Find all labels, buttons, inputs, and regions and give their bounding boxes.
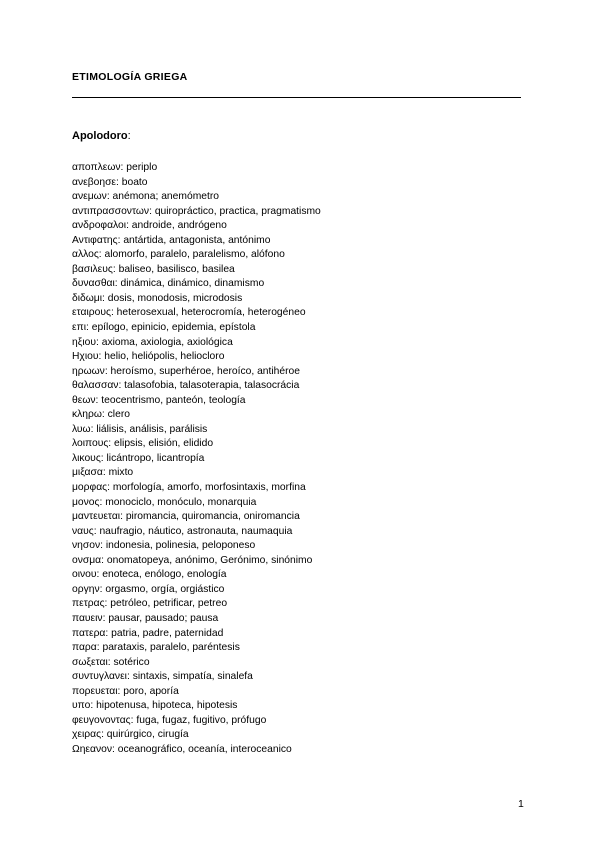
etymology-entry: Ηχιου: helio, heliópolis, heliocloro xyxy=(72,351,225,363)
spanish-derivatives: boato xyxy=(121,176,148,188)
greek-word: νησον xyxy=(72,540,101,552)
greek-word: ανεβοησε xyxy=(72,176,117,188)
spanish-derivatives: axioma, axiologia, axiológica xyxy=(101,336,233,348)
spanish-derivatives: petróleo, petrificar, petreo xyxy=(110,598,228,610)
etymology-entry: πατερα: patria, padre, paternidad xyxy=(72,627,224,639)
greek-word: μιξασα xyxy=(72,467,103,479)
spanish-derivatives: teocentrismo, panteón, teología xyxy=(101,394,246,406)
greek-word: δυνασθαι xyxy=(72,278,115,290)
spanish-derivatives: periplo xyxy=(126,162,158,173)
spanish-derivatives: hipotenusa, hipoteca, hipotesis xyxy=(96,700,238,712)
etymology-entry: συντυγλανει: sintaxis, simpatía, sinalefa xyxy=(72,671,253,683)
etymology-entry: μονος: monociclo, monóculo, monarquia xyxy=(72,496,257,508)
etymology-entry: λοιπους: elipsis, elisión, elidido xyxy=(72,438,214,450)
greek-word: κληρω xyxy=(72,409,102,421)
spanish-derivatives: naufragio, náutico, astronauta, naumaquia xyxy=(99,525,293,537)
etymology-entry: βασιλευς: baliseo, basilisco, basilea xyxy=(72,263,235,275)
etymology-entry: φευγοvοντας: fuga, fugaz, fugitivo, prófugo xyxy=(72,714,267,726)
spanish-derivatives: pausar, pausado; pausa xyxy=(108,612,219,624)
document-title: ETIMOLOGÍA GRIEGA xyxy=(72,71,188,83)
spanish-derivatives: dosis, monodosis, microdosis xyxy=(107,292,243,304)
etymology-entry: οινου: enoteca, enólogo, enología xyxy=(72,569,227,581)
greek-word: λικους xyxy=(72,452,101,464)
spanish-derivatives: androide, andrógeno xyxy=(131,220,227,232)
page-number: 1 xyxy=(518,798,524,810)
etymology-entry: πορευεται: poro, aporía xyxy=(72,685,179,697)
spanish-derivatives: patria, padre, paternidad xyxy=(111,627,224,639)
spanish-derivatives: dinámica, dinámico, dinamismo xyxy=(120,278,265,290)
spanish-derivatives: sintaxis, simpatía, sinalefa xyxy=(132,671,253,683)
etymology-entry: Αντιφατης: antártida, antagonista, antónimo xyxy=(72,234,271,246)
etymology-entry: χειρας: quirúrgico, cirugía xyxy=(72,729,189,741)
greek-word: θαλασσαν xyxy=(72,380,119,392)
etymology-entry: υπο: hipotenusa, hipoteca, hipotesis xyxy=(72,700,238,712)
greek-word: οινου xyxy=(72,569,97,581)
spanish-derivatives: monociclo, monóculo, monarquia xyxy=(105,496,257,508)
etymology-entry: δυνασθαι: dinámica, dinámico, dinamismo xyxy=(72,278,265,290)
spanish-derivatives: oceanográfico, oceanía, interoceanico xyxy=(117,743,292,755)
greek-word: υπο xyxy=(72,700,91,712)
greek-word: μαντευεται xyxy=(72,511,121,523)
etymology-entry: ανδροφαλοι: androide, andrógeno xyxy=(72,220,227,232)
greek-word: αλλος xyxy=(72,249,99,261)
etymology-entry: θεων: teocentrismo, panteón, teología xyxy=(72,394,246,406)
greek-word: οργην xyxy=(72,583,100,595)
etymology-entry: αλλος: alomorfo, paralelo, paralelismo, alófono xyxy=(72,249,285,261)
greek-word: Ωηεανον xyxy=(72,743,112,755)
etymology-entry: μιξασα: mixto xyxy=(72,467,134,479)
greek-word: φευγοvοντας xyxy=(72,714,131,726)
spanish-derivatives: indonesia, polinesia, peloponeso xyxy=(105,540,256,552)
spanish-derivatives: epílogo, epinicio, epidemia, epístola xyxy=(91,322,256,334)
spanish-derivatives: quirúrgico, cirugía xyxy=(106,729,189,741)
spanish-derivatives: onomatopeya, anónimo, Gerónimo, sinónimo xyxy=(106,554,313,566)
etymology-entry: παυειν: pausar, pausado; pausa xyxy=(72,612,219,624)
greek-word: βασιλευς xyxy=(72,263,113,275)
spanish-derivatives: orgasmo, orgía, orgiástico xyxy=(105,583,225,595)
greek-word: πετρας xyxy=(72,598,105,610)
spanish-derivatives: baliseo, basilisco, basilea xyxy=(118,263,235,275)
etymology-entry: ηξιου: axioma, axiologia, axiológica xyxy=(72,336,233,348)
etymology-entry: ονσμα: onomatopeya, anónimo, Gerónimo, sinónimo xyxy=(72,554,313,566)
etymology-entry: ανεβοησε: boato xyxy=(72,176,148,188)
greek-word: διδωμι xyxy=(72,292,103,304)
spanish-derivatives: anémona; anemómetro xyxy=(112,191,220,203)
greek-word: λοιπους xyxy=(72,438,109,450)
spanish-derivatives: alomorfo, paralelo, paralelismo, alófono xyxy=(104,249,285,261)
etymology-entry: λικους: licántropo, licantropía xyxy=(72,452,205,464)
etymology-entry: θαλασσαν: talasofobia, talasoterapia, talasocrácia xyxy=(72,380,300,392)
etymology-entry: ηρωων: heroísmo, superhéroe, heroíco, antihéroe xyxy=(72,365,301,377)
etymology-entry: νησον: indonesia, polinesia, peloponeso xyxy=(72,540,256,552)
spanish-derivatives: quiropráctico, practica, pragmatismo xyxy=(154,205,321,217)
greek-word: παρα xyxy=(72,642,97,654)
etymology-entry: Ωηεανον: oceanográfico, oceanía, interoceanico xyxy=(72,743,292,755)
etymology-entry: παρα: parataxis, paralelo, paréntesis xyxy=(72,642,240,654)
greek-word: συντυγλανει xyxy=(72,671,127,683)
etymology-entry: μορφας: morfología, amorfo, morfosintaxis, morfina xyxy=(72,482,306,494)
etymology-entry: ανεμων: anémona; anemómetro xyxy=(72,191,220,203)
etymology-entry: λυω: liálisis, análisis, parálisis xyxy=(72,423,208,435)
spanish-derivatives: sotérico xyxy=(113,656,150,668)
etymology-entry: αποπλεων: periplo xyxy=(72,162,158,173)
greek-word: ανεμων xyxy=(72,191,107,203)
greek-word: επι xyxy=(72,322,86,334)
greek-word: ηρωων xyxy=(72,365,105,377)
title-underline-rule xyxy=(72,97,521,98)
etymology-list xyxy=(72,161,321,757)
spanish-derivatives: antártida, antagonista, antónimo xyxy=(123,234,271,246)
spanish-derivatives: talasofobia, talasoterapia, talasocrácia xyxy=(124,380,300,392)
etymology-entry: ναυς: naufragio, náutico, astronauta, naumaquia xyxy=(72,525,293,537)
greek-word: ναυς xyxy=(72,525,94,537)
etymology-entry: επι: epílogo, epinicio, epidemia, epístola xyxy=(72,322,256,334)
etymology-entry: εταιρους: heterosexual, heterocromía, heterogéneo xyxy=(72,307,306,319)
spanish-derivatives: licántropo, licantropía xyxy=(106,452,205,464)
spanish-derivatives: liálisis, análisis, parálisis xyxy=(96,423,208,435)
spanish-derivatives: morfología, amorfo, morfosintaxis, morfina xyxy=(112,482,306,494)
spanish-derivatives: clero xyxy=(107,409,130,421)
greek-word: Αντιφατης xyxy=(72,234,118,246)
spanish-derivatives: piromancia, quiromancia, oniromancia xyxy=(125,511,300,523)
etymology-entry: διδωμι: dosis, monodosis, microdosis xyxy=(72,292,243,304)
greek-word: ονσμα xyxy=(72,554,102,566)
greek-word: αποπλεων xyxy=(72,162,121,173)
greek-word: πατερα xyxy=(72,627,106,639)
etymology-entry: αντιπρασσοντων: quiropráctico, practica, pragmatismo xyxy=(72,205,321,217)
spanish-derivatives: mixto xyxy=(108,467,134,479)
spanish-derivatives: fuga, fugaz, fugitivo, prófugo xyxy=(136,714,267,726)
etymology-entry: μαντευεται: piromancia, quiromancia, oniromancia xyxy=(72,511,300,523)
greek-word: θεων xyxy=(72,394,96,406)
etymology-entry: σωξεται: sotérico xyxy=(72,656,150,668)
greek-word: εταιρους xyxy=(72,307,111,319)
spanish-derivatives: heroísmo, superhéroe, heroíco, antihéroe xyxy=(110,365,301,377)
greek-word: χειρας xyxy=(72,729,102,741)
greek-word: μονος xyxy=(72,496,100,508)
section-heading-text: Apolodoro xyxy=(72,130,128,142)
greek-word: σωξεται xyxy=(72,656,108,668)
greek-word: Ηχιου xyxy=(72,351,99,363)
spanish-derivatives: parataxis, paralelo, paréntesis xyxy=(102,642,240,654)
spanish-derivatives: elipsis, elisión, elidido xyxy=(114,438,214,450)
greek-word: πορευεται xyxy=(72,685,118,697)
greek-word: ηξιου xyxy=(72,336,96,348)
spanish-derivatives: enoteca, enólogo, enología xyxy=(102,569,227,581)
etymology-entry: οργην: orgasmo, orgía, orgiástico xyxy=(72,583,225,595)
greek-word: λυω xyxy=(72,423,91,435)
spanish-derivatives: heterosexual, heterocromía, heterogéneo xyxy=(116,307,306,319)
greek-word: παυειν xyxy=(72,612,103,624)
spanish-derivatives: poro, aporía xyxy=(123,685,179,697)
section-heading-colon: : xyxy=(127,130,131,142)
etymology-entry: πετρας: petróleo, petrificar, petreo xyxy=(72,598,228,610)
greek-word: μορφας xyxy=(72,482,108,494)
spanish-derivatives: helio, heliópolis, heliocloro xyxy=(104,351,225,363)
section-heading xyxy=(72,130,131,142)
greek-word: αντιπρασσοντων xyxy=(72,205,150,217)
greek-word: ανδροφαλοι xyxy=(72,220,127,232)
etymology-entry: κληρω: clero xyxy=(72,409,130,421)
